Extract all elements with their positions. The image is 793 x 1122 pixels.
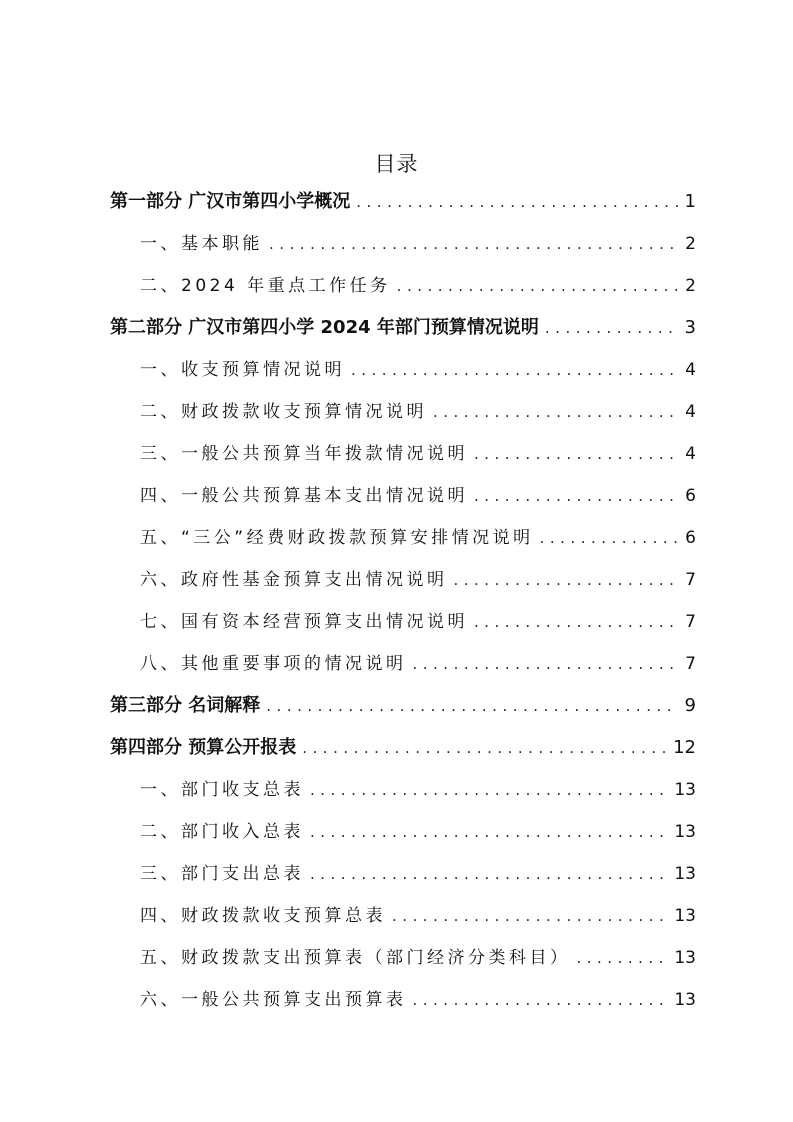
toc-leader-dots <box>540 529 678 547</box>
toc-entry-page: 4 <box>685 444 696 464</box>
toc-entry[interactable] <box>140 817 696 847</box>
toc-leader-dots <box>310 865 668 883</box>
toc-title: 目录 <box>374 152 419 176</box>
toc-leader-dots <box>413 655 679 673</box>
toc-entry-label: 一、部门收支总表 <box>140 780 304 800</box>
toc-entry-page: 4 <box>685 402 696 422</box>
toc-entry-page: 7 <box>685 654 696 674</box>
toc-entry-label: 一、基本职能 <box>140 234 263 254</box>
toc-entry[interactable] <box>140 607 696 637</box>
toc-entry-label: 二、部门收入总表 <box>140 822 304 842</box>
toc-entry[interactable] <box>140 859 696 889</box>
toc-entry[interactable] <box>140 397 696 427</box>
toc-entry[interactable] <box>140 565 696 595</box>
toc-entry[interactable] <box>140 355 696 385</box>
toc-entry-page: 6 <box>685 486 696 506</box>
toc-entry-label: 三、一般公共预算当年拨款情况说明 <box>140 444 468 464</box>
toc-leader-dots <box>269 235 678 253</box>
toc-leader-dots <box>302 739 667 757</box>
toc-entry-page: 7 <box>685 570 696 590</box>
toc-entry-label: 第三部分 名词解释 <box>110 695 261 716</box>
toc-entry-page: 2 <box>685 234 696 254</box>
toc-leader-dots <box>474 445 678 463</box>
toc-entry[interactable] <box>110 187 696 217</box>
toc-entry-page: 7 <box>685 612 696 632</box>
toc-leader-dots <box>545 319 678 337</box>
toc-entry[interactable] <box>140 649 696 679</box>
toc-entry[interactable] <box>140 775 696 805</box>
toc-entry-page: 13 <box>674 990 696 1010</box>
toc-leader-dots <box>413 991 669 1009</box>
toc-entry-label: 八、其他重要事项的情况说明 <box>140 654 407 674</box>
toc-leader-dots <box>310 781 668 799</box>
toc-entry-page: 9 <box>684 695 696 716</box>
toc-entry[interactable] <box>140 901 696 931</box>
toc-entry-page: 1 <box>684 191 696 212</box>
toc-entry-label: 七、国有资本经营预算支出情况说明 <box>140 612 468 632</box>
toc-entry-label: 四、一般公共预算基本支出情况说明 <box>140 486 468 506</box>
toc-entry[interactable] <box>140 229 696 259</box>
toc-leader-dots <box>397 277 678 295</box>
toc-leader-dots <box>577 949 669 967</box>
toc-entry[interactable] <box>110 733 696 763</box>
toc-leader-dots <box>474 487 678 505</box>
toc-entry-page: 13 <box>674 864 696 884</box>
toc-entry[interactable] <box>140 523 696 553</box>
toc-leader-dots <box>310 823 668 841</box>
toc-entry-page: 4 <box>685 360 696 380</box>
toc-entry-page: 3 <box>684 317 696 338</box>
toc-leader-dots <box>474 613 678 631</box>
toc-entry-label: 三、部门支出总表 <box>140 864 304 884</box>
toc-entry-label: 二、财政拨款收支预算情况说明 <box>140 402 427 422</box>
toc-entry-page: 13 <box>674 948 696 968</box>
toc-entry-label: 五、“三公”经费财政拨款预算安排情况说明 <box>140 528 534 548</box>
toc-entry-label: 第四部分 预算公开报表 <box>110 737 297 758</box>
toc-leader-dots <box>392 907 668 925</box>
toc-entry[interactable] <box>140 439 696 469</box>
toc-entry-label: 二、2024 年重点工作任务 <box>140 276 391 296</box>
toc-entry-page: 13 <box>674 906 696 926</box>
toc-entry[interactable] <box>140 481 696 511</box>
toc-entry-page: 6 <box>685 528 696 548</box>
toc-entry-label: 六、政府性基金预算支出情况说明 <box>140 570 448 590</box>
toc-leader-dots <box>351 361 678 379</box>
toc-entry[interactable] <box>110 313 696 343</box>
toc-entry-label: 第一部分 广汉市第四小学概况 <box>110 191 351 212</box>
toc-entry[interactable] <box>110 691 696 721</box>
toc-entry-label: 四、财政拨款收支预算总表 <box>140 906 386 926</box>
toc-entry[interactable] <box>140 985 696 1015</box>
toc-entry-page: 13 <box>674 780 696 800</box>
toc-entry[interactable] <box>140 943 696 973</box>
toc-leader-dots <box>454 571 679 589</box>
toc-entry-label: 六、一般公共预算支出预算表 <box>140 990 407 1010</box>
toc-entry-page: 13 <box>674 822 696 842</box>
toc-leader-dots <box>266 697 678 715</box>
toc-entry[interactable] <box>140 271 696 301</box>
toc-entry-page: 2 <box>685 276 696 296</box>
toc-leader-dots <box>433 403 678 421</box>
toc-entry-label: 第二部分 广汉市第四小学 2024 年部门预算情况说明 <box>110 317 539 338</box>
toc-entry-page: 12 <box>673 737 696 758</box>
toc-leader-dots <box>356 193 678 211</box>
toc-entry-label: 一、收支预算情况说明 <box>140 360 345 380</box>
toc-entry-label: 五、财政拨款支出预算表（部门经济分类科目） <box>140 948 571 968</box>
